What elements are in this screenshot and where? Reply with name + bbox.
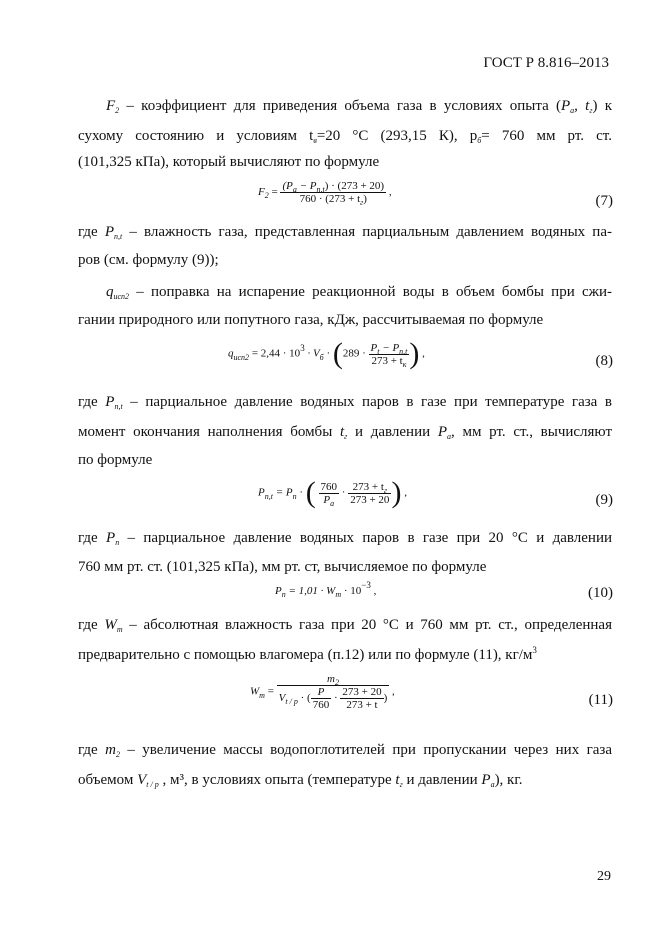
var: V [137,772,147,788]
sub: a [447,432,452,441]
paragraph-f2-line2 [78,126,612,148]
t: 273 + 20 [350,493,390,506]
equation-number-11: (11) [588,692,613,708]
paragraph-m2-line2 [78,770,612,792]
t: ) [383,692,388,705]
t: − P [296,180,317,192]
paragraph-pn-line2: 760 мм рт. ст. (101,325 кПа), мм рт. ст, вычисляемое по формуле [78,559,487,575]
sub: п,t [114,232,123,241]
var: P [106,530,116,546]
sub: п,t [114,402,123,411]
t: = 1,01 · W [285,585,336,597]
var-F: F [106,98,116,114]
equation-number-10: (10) [588,585,613,601]
sub: t [377,346,380,356]
sub: п [115,538,120,547]
text: = [264,685,277,698]
paragraph-f2-line1 [106,96,612,118]
sub: 2 [115,106,120,115]
equation-number-7: (7) [595,193,613,209]
var: P [105,394,115,410]
text: предварительно с помощью влагомера (п.12) или по формуле (11), кг/м [78,647,533,663]
t: = 2,44 · 10 [249,347,301,360]
text: – коэффициент для приведения объема газа в условиях опыта ( [119,98,561,114]
sup: −3 [361,580,371,590]
text: где [78,530,107,546]
t: 273 + t [371,354,403,367]
t: 760 [320,480,338,493]
text: = 760 мм рт. ст. [481,128,612,144]
paren-close: ) [391,476,402,509]
equation-number-8: (8) [595,353,613,369]
sub: исп2 [113,292,130,301]
paren-open: ( [332,337,343,370]
sub: исп2 [233,352,250,362]
t: P [317,686,325,698]
var: m [105,742,116,758]
sub: 2 [334,678,339,687]
sup: 3 [300,342,305,353]
paragraph-pn-line1 [78,528,612,550]
equation-9 [258,476,407,510]
sub: t / p [146,780,159,789]
sub: б [319,352,324,362]
t: 273 + t [352,480,384,493]
paragraph-f2-line3: (101,325 кПа), который вычисляют по формуле [78,154,380,170]
t: = P [272,486,293,499]
sub: т [259,690,265,700]
t: · 10 [341,585,362,597]
sub: a [490,780,495,789]
t: P [370,341,378,354]
equation-7 [258,180,392,205]
sub: п,t [264,491,273,501]
fraction-temp [348,481,391,506]
var: t [395,772,400,788]
text: – влажность газа, представленная парциальным давлением водяных па- [122,224,612,240]
t: 273 + 20 [342,686,382,698]
paren-open: ( [305,476,316,509]
t: · V [304,347,320,360]
text: =20 °С (293,15 К), p [316,128,478,144]
text: где [78,394,106,410]
t: · [296,486,306,499]
text: и давлении [402,772,482,788]
text: – увеличение массы водопоглотителей при пропускании через них газа [119,742,612,758]
text: = [268,186,281,199]
var: P [437,424,448,440]
paragraph-pnt2-line3: по формуле [78,452,153,468]
text: , [370,585,377,597]
text: , [389,685,395,698]
sub: п,t [399,346,408,356]
frac-p [311,686,332,711]
var-q: q [106,284,114,300]
text: где [78,224,105,240]
equation-11 [250,673,395,711]
frac-t [340,686,383,711]
text: сухому состоянию и условиям t [78,128,314,144]
equation-8 [228,337,425,371]
paragraph-pnt-line1 [78,222,612,244]
text: и давлении [347,424,438,440]
paragraph-q-line1 [106,282,612,304]
var: t [339,424,345,440]
t: 273 + t [346,699,378,711]
sub: a [570,106,575,115]
sub: г [383,485,388,495]
text: где [78,742,106,758]
text: момент окончания наполнения бомбы [78,424,340,440]
var: F [258,186,265,199]
sub: a [292,185,297,194]
t: ) · (273 + 20) [324,180,385,192]
var: P [104,224,115,240]
sub: t / p [285,697,298,707]
t: · [339,486,349,499]
t: · [331,692,341,705]
equation-10 [275,580,377,599]
paragraph-pnt2-line1 [78,392,612,414]
t: · ( [297,692,311,705]
text: объемом [78,772,138,788]
sub: в [313,136,317,145]
sub: г [399,780,403,789]
var: P [258,486,265,499]
text: – парциальное давление водяных паров в газе при 20 °С и давлении [119,530,612,546]
sub: б [477,136,482,145]
t: V [278,692,286,705]
var: P [275,585,282,597]
text: , мм рт. ст., вычисляют [451,424,612,440]
paragraph-wt-line1 [78,615,612,637]
text: – абсолютная влажность газа при 20 °С и 760 мм рт. ст., определенная [122,617,612,633]
fraction [280,180,386,205]
var-P: P [560,98,571,114]
t: − P [379,341,400,354]
fraction-760 [319,481,340,506]
paragraph-q-line2: гании природного или попутного газа, кДж, рассчитываемая по формуле [78,312,544,328]
sub: a [330,498,335,508]
paragraph-pnt-line2: ров (см. формулу (9)); [78,252,219,268]
equation-number-9: (9) [595,492,613,508]
page-number: 29 [597,869,611,884]
var-t: , t [574,98,590,114]
var: W [250,685,260,698]
sub: к [402,359,407,369]
fraction [369,342,410,367]
sub: г [589,106,593,115]
t: 289 · [342,347,369,360]
paragraph-pnt2-line2 [78,422,612,444]
text: ) к [592,98,612,114]
var: P [481,772,491,788]
text: – парциальное давление водяных паров в газе при температуре газа в [122,394,612,410]
var: W [104,617,117,633]
sub: п,t [316,185,325,194]
text: , [386,186,392,199]
sub: г [360,198,364,207]
paragraph-wt-line2 [78,645,612,666]
t: · [323,347,333,360]
t: P [323,493,331,506]
paragraph-m2-line1 [78,740,612,762]
sub: 2 [264,191,269,201]
sub: п [292,491,297,501]
t: m [326,673,335,685]
sub: т [335,590,342,599]
var: q [228,347,234,360]
paren-close: ) [409,337,420,370]
t: (P [282,180,293,192]
text: , [401,486,407,499]
t: 760 · (273 + t [299,193,361,205]
text: , [419,347,425,360]
t: 760 [312,699,330,711]
document-header: ГОСТ Р 8.816–2013 [483,55,609,71]
sub: 2 [115,750,120,759]
text: , м³, в условиях опыта (температуре [158,772,396,788]
fraction [277,673,390,711]
sup: 3 [532,645,537,655]
sub: п [281,590,286,599]
text: где [78,617,105,633]
sub: т [116,625,123,634]
text: ), кг. [494,772,523,788]
sub: г [344,432,348,441]
t: ) [363,193,367,205]
text: – поправка на испарение реакционной воды в объем бомбы при сжи- [129,284,612,300]
